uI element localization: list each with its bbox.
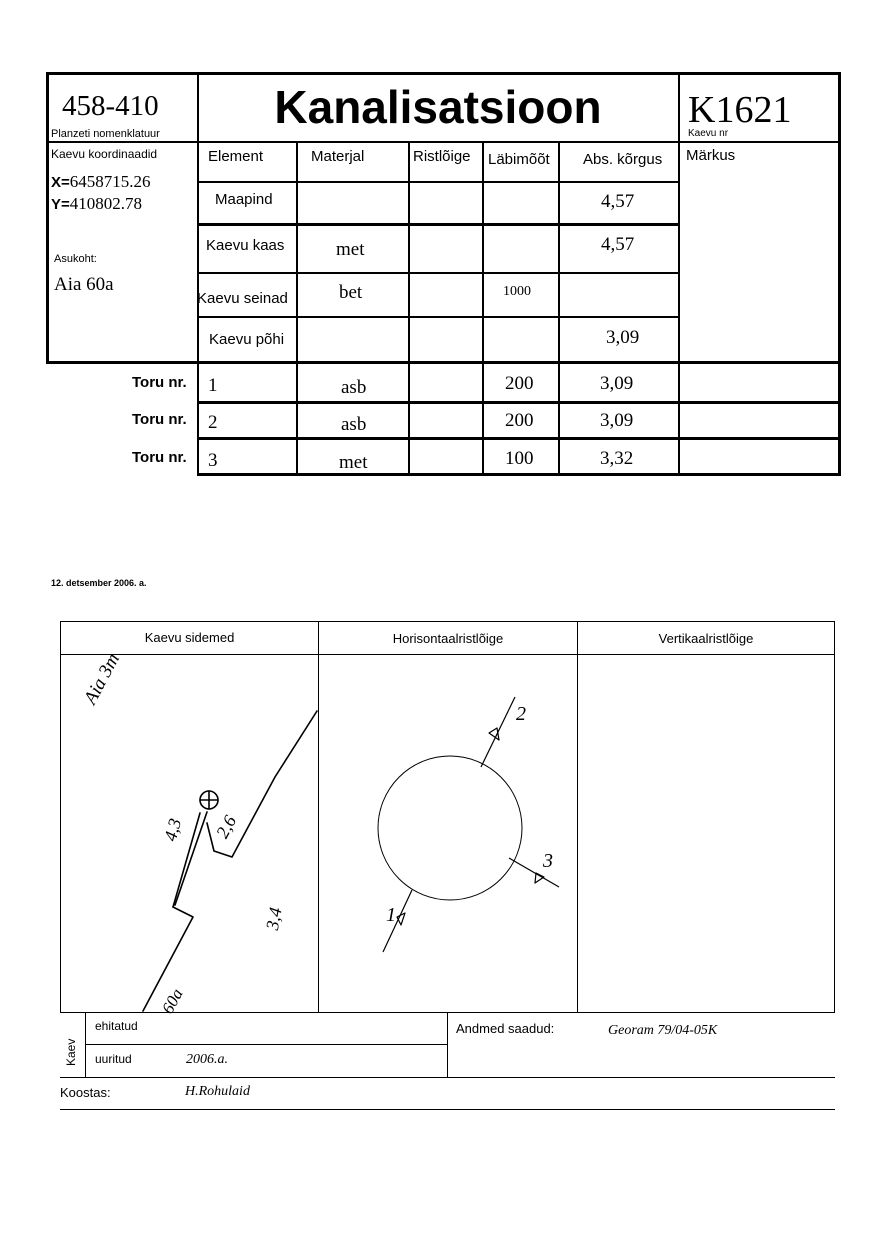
flow-arrow	[397, 913, 405, 925]
distance-label: 3,4	[262, 905, 286, 932]
pipe-material: asb	[341, 377, 367, 398]
header-element: Element	[208, 148, 264, 165]
built-label: ehitatud	[95, 1019, 138, 1033]
pipe-1-label: 1	[386, 904, 396, 926]
nomenclature-label: Planzeti nomenklatuur	[51, 128, 160, 140]
page-title: Kanalisatsioon	[274, 81, 602, 133]
pipe-material: met	[339, 452, 368, 473]
pipe-number: 1	[208, 375, 218, 396]
horizontal-section-sketch	[319, 655, 577, 1012]
y-label: Y=	[51, 196, 70, 213]
pipe-label: Toru nr.	[132, 374, 187, 391]
data-source-value: Georam 79/04-05K	[608, 1023, 718, 1038]
surveyed-label: uuritud	[95, 1052, 132, 1066]
compiled-label: Koostas:	[60, 1085, 111, 1100]
compiled-value: H.Rohulaid	[185, 1084, 250, 1099]
well-number-value: K1621	[688, 89, 792, 131]
pipe-height: 3,09	[600, 373, 634, 394]
row-material: bet	[339, 282, 363, 303]
panel-title-vertical: Vertikaalristlõige	[658, 631, 754, 646]
x-value: 6458715.26	[69, 172, 151, 191]
coordinates-label: Kaevu koordinaadid	[51, 147, 158, 161]
distance-label: 2,6	[212, 812, 241, 842]
header-notes: Märkus	[686, 147, 736, 164]
row-height: 4,57	[601, 191, 635, 212]
data-source-label: Andmed saadud:	[456, 1021, 555, 1036]
pipe-number: 3	[208, 450, 218, 471]
pipe-material: asb	[341, 414, 367, 435]
well-side-label: Kaev	[64, 1038, 78, 1066]
location-value: Aia 60a	[54, 274, 114, 295]
panel-title-horizontal: Horisontaalristlõige	[392, 631, 504, 646]
pipe-number: 2	[208, 412, 218, 433]
row-height: 3,09	[606, 327, 640, 348]
row-element: Kaevu kaas	[206, 237, 285, 254]
well-number-label: Kaevu nr	[688, 128, 729, 139]
header-cross-section: Ristlõige	[413, 148, 471, 165]
nomenclature-value: 458-410	[62, 90, 159, 122]
distance-label: 4,3	[160, 816, 186, 844]
row-material: met	[336, 239, 365, 260]
header-abs-height: Abs. kõrgus	[583, 151, 663, 168]
pipe-height: 3,09	[600, 410, 634, 431]
pipe-label: Toru nr.	[132, 449, 187, 466]
flow-arrow	[489, 728, 499, 740]
document-date: 12. detsember 2006. a.	[51, 578, 147, 588]
row-element: Kaevu põhi	[209, 331, 285, 348]
pipe-diameter: 200	[505, 410, 534, 431]
row-diameter: 1000	[503, 284, 531, 299]
pipe-2-label: 2	[516, 703, 526, 725]
pipe-diameter: 100	[505, 448, 534, 469]
pipe-3-label: 3	[543, 850, 553, 872]
y-value: 410802.78	[69, 194, 143, 213]
header-diameter: Läbimõõt	[488, 151, 550, 168]
row-height: 4,57	[601, 234, 635, 255]
panel-title-connections: Kaevu sidemed	[144, 630, 235, 645]
pipe-diameter: 200	[505, 373, 534, 394]
header-material: Materjal	[311, 148, 365, 165]
row-element: Kaevu seinad	[197, 290, 288, 307]
street-label: Aia 3m	[80, 650, 125, 708]
well-circle	[378, 756, 522, 900]
pipe-label: Toru nr.	[132, 411, 187, 428]
location-sketch	[60, 655, 318, 1012]
row-element: Maapind	[215, 191, 273, 208]
pipe-height: 3,32	[600, 448, 634, 469]
flow-arrow	[535, 873, 544, 883]
location-label: Asukoht:	[54, 253, 97, 265]
x-label: X=	[51, 174, 70, 191]
surveyed-value: 2006.a.	[186, 1052, 228, 1067]
house-number-label: 60a	[158, 985, 187, 1017]
